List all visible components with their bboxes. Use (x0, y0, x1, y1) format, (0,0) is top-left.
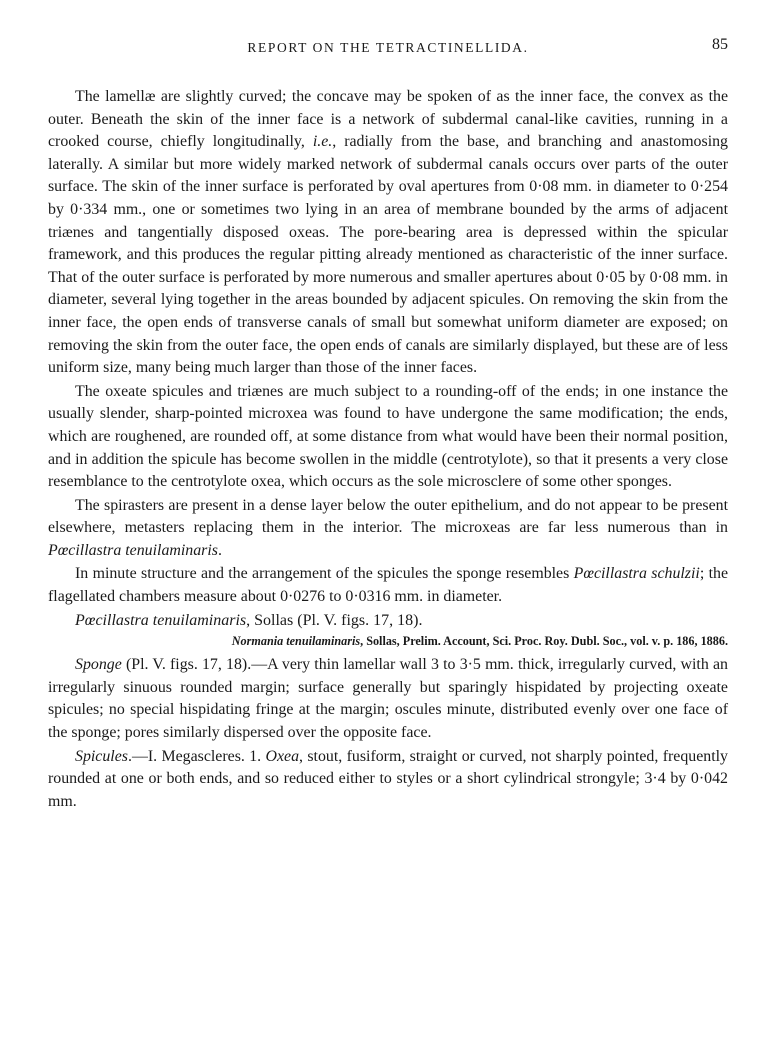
paragraph-oxeate-spicules: The oxeate spicules and triænes are much subject to a rounding-off of the ends; in one instance the usually slender, sharp-pointed microxea was found to have undergone the same modification; the ends, which are roughened, are rounded off, at some distance from what would have been their normal position, and in addition the spicule has become swollen in the middle (centrotylote), so that it presents a very close resemblance to the centrotylote oxea, which occurs as the sole microsclere of some other sponges. (48, 382, 728, 491)
species-heading: Pœcillastra tenuilaminaris, Sollas (Pl. V. figs. 17, 18). (75, 611, 423, 629)
page-number: 85 (712, 36, 728, 53)
synonymy-citation: Normania tenuilaminaris, Sollas, Prelim. Account, Sci. Proc. Roy. Dubl. Soc., vol. v. p. 186, 1886. (231, 634, 728, 649)
paragraph-minute-structure: In minute structure and the arrangement of the spicules the sponge resembles Pœcillastra schulzii; the flagellated chambers measure about 0·0276 to 0·0316 mm. in diameter. (48, 565, 728, 606)
paragraph-spirasters: The spirasters are present in a dense layer below the outer epithelium, and do not appear to be present elsewhere, metasters replacing them in the interior. The microxeas are far less numerous than in Pœcillastra tenuilaminaris. (48, 496, 728, 559)
body-text (48, 86, 728, 813)
paragraph-spicules: Spicules.—I. Megascleres. 1. Oxea, stout, fusiform, straight or curved, not sharply pointed, frequently rounded at one or both ends, and so reduced either to styles or a short cylindrical strongyle; 3·4 by 0·042 mm. (48, 747, 728, 810)
paragraph-lamellae: The lamellæ are slightly curved; the concave may be spoken of as the inner face, the convex as the outer. Beneath the skin of the inner face is a network of subdermal canal-like cavities, running in a crooked course, chiefly longitudinally, i.e., radially from the base, and branching and anastomosing laterally. A similar but more widely marked network of subdermal canals occurs over parts of the outer surface. The skin of the inner surface is perforated by oval apertures from 0·08 mm. in diameter to 0·254 by 0·334 mm., one or sometimes two lying in an area of membrane bounded by the arms of adjacent triænes and tangentially disposed oxeas. The pore-bearing area is depressed within the spicular framework, and this produces the regular pitting already mentioned as characteristic of the inner surface. That of the outer surface is perforated by more numerous and smaller apertures about 0·05 by 0·08 mm. in diameter, several lying together in the areas bounded by adjacent spicules. On removing the skin from the inner face, the open ends of transverse canals of small but somewhat uniform diameter are exposed; on removing the skin from the outer face, the open ends of canals are similarly displayed, but these are of less uniform size, many being much larger than those of the inner faces. (48, 88, 728, 377)
paragraph-sponge: Sponge (Pl. V. figs. 17, 18).—A very thin lamellar wall 3 to 3·5 mm. thick, irregularly curved, with an irregularly sinuous rounded margin; surface generally but sparingly hispidated by projecting oxeate spicules; no special hispidating fringe at the margin; oscules minute, distributed evenly over one face of the sponge; pores similarly dispersed over the opposite face. (48, 656, 728, 742)
running-head: REPORT ON THE TETRACTINELLIDA. (247, 40, 529, 55)
